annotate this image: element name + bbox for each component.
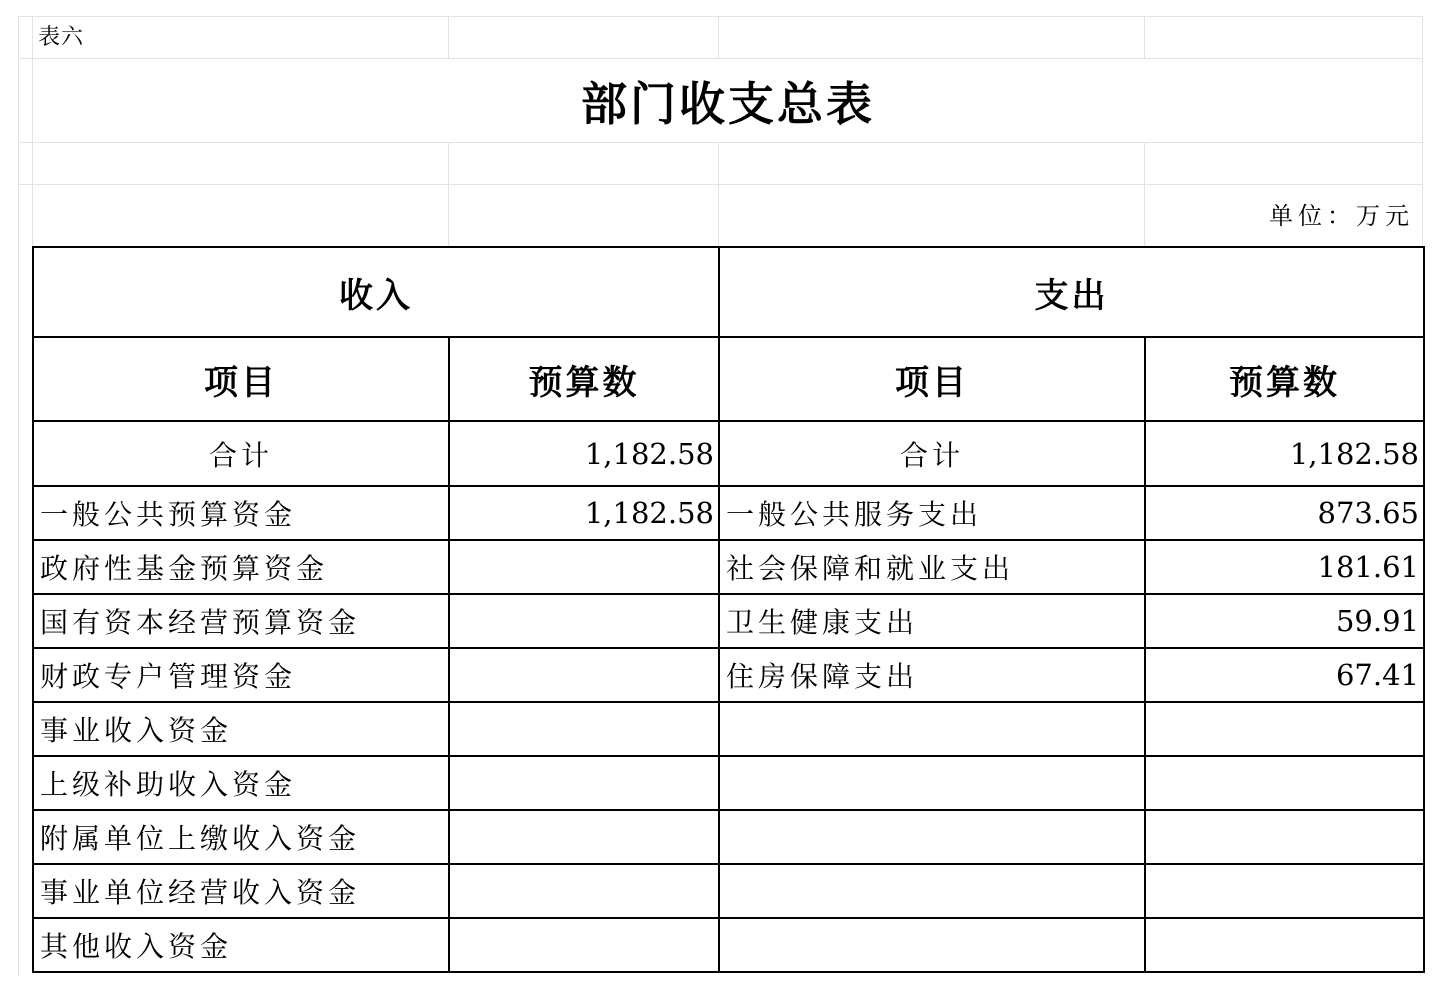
income-item: 其他收入资金	[33, 918, 449, 972]
income-item: 事业收入资金	[33, 702, 449, 756]
expenditure-item	[719, 810, 1145, 864]
expenditure-section-header: 支出	[719, 247, 1424, 337]
expenditure-item: 住房保障支出	[719, 648, 1145, 702]
income-item: 事业单位经营收入资金	[33, 864, 449, 918]
expenditure-value: 67.41	[1145, 648, 1424, 702]
income-item: 财政专户管理资金	[33, 648, 449, 702]
expenditure-item	[719, 756, 1145, 810]
expenditure-total-label: 合计	[719, 421, 1145, 486]
table-row	[33, 810, 1424, 864]
expenditure-item	[719, 864, 1145, 918]
expenditure-item	[719, 918, 1145, 972]
expenditure-value	[1145, 702, 1424, 756]
income-value	[449, 918, 719, 972]
table-row	[33, 702, 1424, 756]
expenditure-item: 卫生健康支出	[719, 594, 1145, 648]
income-item: 政府性基金预算资金	[33, 540, 449, 594]
expenditure-value	[1145, 756, 1424, 810]
column-header-row	[33, 337, 1424, 421]
income-item: 国有资本经营预算资金	[33, 594, 449, 648]
table-row	[33, 864, 1424, 918]
expenditure-value	[1145, 864, 1424, 918]
income-item: 上级补助收入资金	[33, 756, 449, 810]
income-value	[449, 594, 719, 648]
expenditure-total-value: 1,182.58	[1145, 421, 1424, 486]
expenditure-value	[1145, 918, 1424, 972]
expenditure-item: 社会保障和就业支出	[719, 540, 1145, 594]
income-total-value: 1,182.58	[449, 421, 719, 486]
table-row	[33, 540, 1424, 594]
income-value	[449, 540, 719, 594]
table-row	[33, 486, 1424, 540]
table-row	[33, 594, 1424, 648]
expenditure-value: 873.65	[1145, 486, 1424, 540]
income-value	[449, 702, 719, 756]
section-header-row	[33, 247, 1424, 337]
page-title: 部门收支总表	[581, 77, 875, 131]
income-value	[449, 864, 719, 918]
income-value: 1,182.58	[449, 486, 719, 540]
expenditure-item	[719, 702, 1145, 756]
income-value	[449, 810, 719, 864]
expenditure-value: 59.91	[1145, 594, 1424, 648]
income-item: 附属单位上缴收入资金	[33, 810, 449, 864]
table-row	[33, 648, 1424, 702]
table-label: 表六	[38, 25, 85, 50]
expenditure-item: 一般公共服务支出	[719, 486, 1145, 540]
income-item-header: 项目	[33, 337, 449, 421]
income-value	[449, 756, 719, 810]
income-budget-header: 预算数	[449, 337, 719, 421]
income-total-label: 合计	[33, 421, 449, 486]
income-section-header: 收入	[33, 247, 719, 337]
expenditure-value	[1145, 810, 1424, 864]
income-value	[449, 648, 719, 702]
unit-label: 单位：万元	[1269, 202, 1414, 230]
table-row	[33, 918, 1424, 972]
table-row	[33, 756, 1424, 810]
total-row	[33, 421, 1424, 486]
expenditure-value: 181.61	[1145, 540, 1424, 594]
expenditure-budget-header: 预算数	[1145, 337, 1424, 421]
income-item: 一般公共预算资金	[33, 486, 449, 540]
budget-table	[32, 246, 1425, 973]
expenditure-item-header: 项目	[719, 337, 1145, 421]
